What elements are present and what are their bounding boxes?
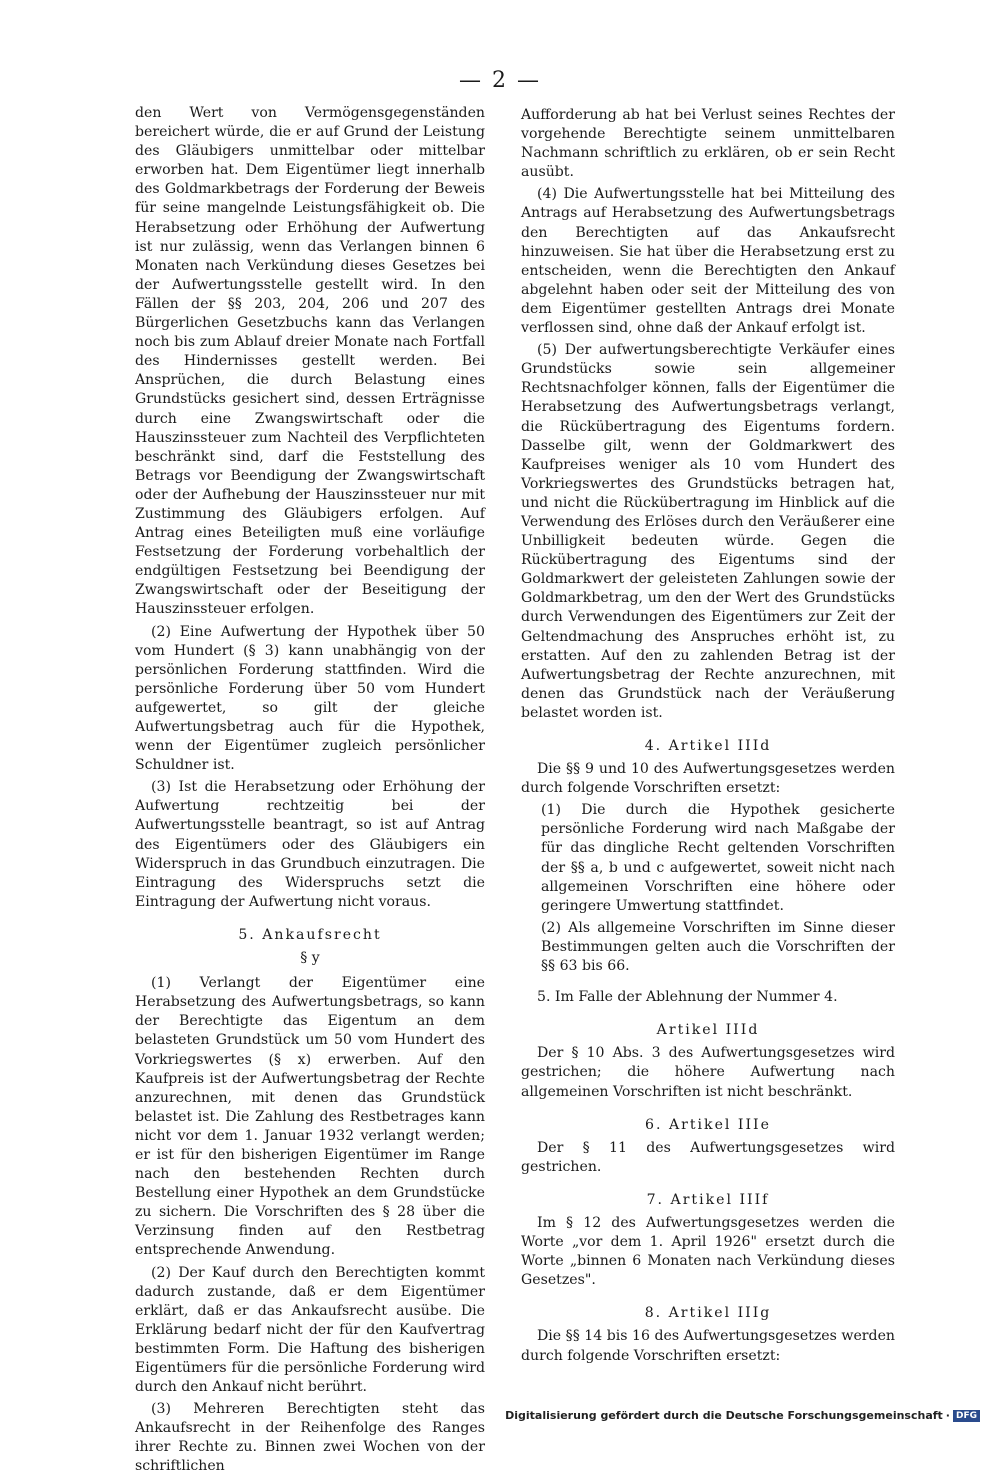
paragraph: Im § 12 des Aufwertungsgesetzes werden die Worte „vor dem 1. April 1926" ersetzt durch die Worte „binnen 6 Monaten nach Verkündung dieses Gesetzes".: [521, 1214, 895, 1289]
paragraph: (2) Der Kauf durch den Berechtigten kommt dadurch zustande, daß er dem Eigentümer erklärt, daß er das Ankaufsrecht ausübe. Die Erklärung bedarf nicht der für den Kaufvertrag bestimmten Form. Die Haftung des bisherigen Eigentümers für die persönliche Forderung wird durch den Ankauf nicht berührt.: [135, 1264, 485, 1396]
paragraph: den Wert von Vermögensgegenständen bereichert würde, die er auf Grund der Leistung des Gläubigers unmittelbar oder mittelbar erworben hat. Dem Eigentümer liegt innerhalb des Goldmarkbetrags der Forderung der Beweis für seine mangelnde Leistungsfähigkeit ob. Die Herabsetzung oder Erhöhung der Aufwertung ist nur zulässig, wenn das Verlangen binnen 6 Monaten nach Verkündung dieses Gesetzes bei der Aufwertungsstelle gestellt wird. In den Fällen der §§ 203, 204, 206 und 207 des Bürgerlichen Gesetzbuchs kann das Verlangen noch bis zum Ablauf dreier Monate nach Fortfall des Hindernisses gestellt werden. Bei Ansprüchen, die durch Belastung eines Grundstücks gesichert sind, dessen Erträgnisse durch eine Zwangswirtschaft oder die Hauszinssteuer zum Nachteil des Verpflichteten beschränkt sind, darf die Feststellung des Betrags vor Beendigung der Zwangswirtschaft oder der Aufhebung der Hauszinssteuer nur mit Zustimmung des Gläubigers erfolgen. Auf Antrag eines Beteiligten muß eine vorläufige Festsetzung der Forderung vorbehaltlich der endgültigen Festsetzung bei Beendigung der Zwangswirtschaft oder der Beseitigung der Hauszinssteuer erfolgen.: [135, 105, 485, 618]
section-heading: 5. Ankaufsrecht: [238, 926, 382, 943]
paragraph: Der § 10 Abs. 3 des Aufwertungsgesetzes wird gestrichen; die höhere Aufwertung nach allgemeinen Vorschriften ist nicht beschränkt.: [521, 1045, 895, 1100]
paragraph: Die §§ 9 und 10 des Aufwertungsgesetzes werden durch folgende Vorschriften ersetzt:: [521, 761, 895, 797]
paragraph: (1) Verlangt der Eigentümer eine Herabsetzung des Aufwertungsbetrags, so kann der Berechtigte das Eigentum an dem belasteten Grundstück um 50 vom Hundert des Vorkriegswertes (§ x) erwerben. Auf den Kaufpreis ist der Aufwertungsbetrag der Rechte anzurechnen, mit denen das Grundstück belastet ist. Die Zahlung des Restbetrages kann nicht vor dem 1. Januar 1932 verlangt werden; er ist für den bisherigen Eigentümer im Range nach den bestehenden Rechten durch Bestellung einer Hypothek an dem Grundstücke zu sichern. Die Vorschriften des § 28 über die Verzinsung finden auf den Restbetrag entsprechende Anwendung.: [135, 975, 485, 1259]
paragraph: Der § 11 des Aufwertungsgesetzes wird gestrichen.: [521, 1139, 895, 1175]
article-heading: 7. Artikel IIIf: [646, 1191, 770, 1208]
paragraph: (2) Als allgemeine Vorschriften im Sinne dieser Bestimmungen gelten auch die Vorschriften der §§ 63 bis 66.: [541, 919, 895, 975]
left-column: [135, 104, 485, 1480]
paragraph: (1) Die durch die Hypothek gesicherte persönliche Forderung wird nach Maßgabe der für das dingliche Recht geltenden Vorschriften der §§ a, b und c aufgewertet, soweit nicht nach allgemeinen Vorschriften eine höhere oder geringere Umwertung stattfindet.: [541, 802, 895, 914]
paragraph: (3) Ist die Herabsetzung oder Erhöhung der Aufwertung rechtzeitig bei der Aufwertungsstelle beantragt, so ist auf Antrag des Eigentümers oder des Gläubigers ein Widerspruch in das Grundbuch einzutragen. Die Eintragung des Widerspruchs setzt die Eintragung der Aufwertung nicht voraus.: [135, 779, 485, 910]
dfg-logo-icon: DFG: [953, 1410, 980, 1422]
article-heading: 6. Artikel IIIe: [645, 1116, 771, 1133]
paragraph: (3) Mehreren Berechtigten steht das Ankaufsrecht in der Reihenfolge des Ranges ihrer Rechte zu. Binnen zwei Wochen von der schriftlichen: [135, 1401, 485, 1475]
paragraph: (4) Die Aufwertungsstelle hat bei Mitteilung des Antrags auf Herabsetzung des Aufwertungsbetrags den Berechtigten auf das Ankaufsrecht hinzuweisen. Sie hat über die Herabsetzung erst zu entscheiden, wenn die Berechtigten den Ankauf abgelehnt haben oder seit der Mitteilung des von dem Eigentümer gestellten Antrags drei Monate verflossen sind, ohne daß der Ankauf erfolgt ist.: [521, 186, 895, 337]
paragraph: (2) Eine Aufwertung der Hypothek über 50 vom Hundert (§ 3) kann unabhängig von der persönlichen Forderung stattfinden. Wird die persönliche Forderung über 50 vom Hundert aufgewertet, so gilt der gleiche Aufwertungsbetrag auch für die Hypothek, wenn der Eigentümer zugleich persönlicher Schuldner ist.: [135, 623, 485, 774]
page-number: — 2 —: [459, 68, 541, 93]
paragraph: Aufforderung ab hat bei Verlust seines Rechtes der vorgehende Berechtigte seinem unmittelbaren Nachmann schriftlich zu erklären, ob er sein Recht ausübt.: [521, 107, 895, 181]
article-heading: Artikel IIId: [656, 1022, 760, 1039]
paragraph: Die §§ 14 bis 16 des Aufwertungsgesetzes werden durch folgende Vorschriften ersetzt:: [521, 1328, 895, 1364]
numbered-note: 5. Im Falle der Ablehnung der Nummer 4.: [537, 989, 838, 1006]
article-heading: 4. Artikel IIId: [644, 738, 772, 754]
article-heading: 8. Artikel IIIg: [644, 1305, 772, 1322]
paragraph: (5) Der aufwertungsberechtigte Verkäufer eines Grundstücks sowie sein allgemeiner Rechtsnachfolger können, falls der Eigentümer die Herabsetzung des Aufwertungsbetrags verlangt, die Rückübertragung des Eigentums fordern. Dasselbe gilt, wenn der Goldmarkwert des Kaufpreises weniger als 10 vom Hundert des Vorkriegswertes des Grundstücks betragen hat, und nicht die Rückübertragung im Hinblick auf die Verwendung des Erlöses durch den Veräußerer eine Unbilligkeit bedeuten würde. Gegen die Rückübertragung des Eigentums sind der Goldmarkwert der geleisteten Zahlungen sowie der Goldmarkbetrag, um den der Wert des Grundstücks durch Verwendungen des Eigentümers zur Zeit der Geltendmachung des Anspruches erhöht ist, zu erstatten. Auf den zu zahlenden Betrag ist der Aufwertungsbetrag der Rechte anzurechnen, mit denen das Grundstück nach der Veräußerung belastet worden ist.: [521, 342, 895, 721]
digitization-footer: Digitalisierung gefördert durch die Deutsche Forschungsgemeinschaft · DFG: [505, 1409, 980, 1422]
right-column: [521, 106, 895, 1369]
section-sign: § y: [300, 950, 320, 967]
footer-text: Digitalisierung gefördert durch die Deutsche Forschungsgemeinschaft: [505, 1409, 943, 1422]
